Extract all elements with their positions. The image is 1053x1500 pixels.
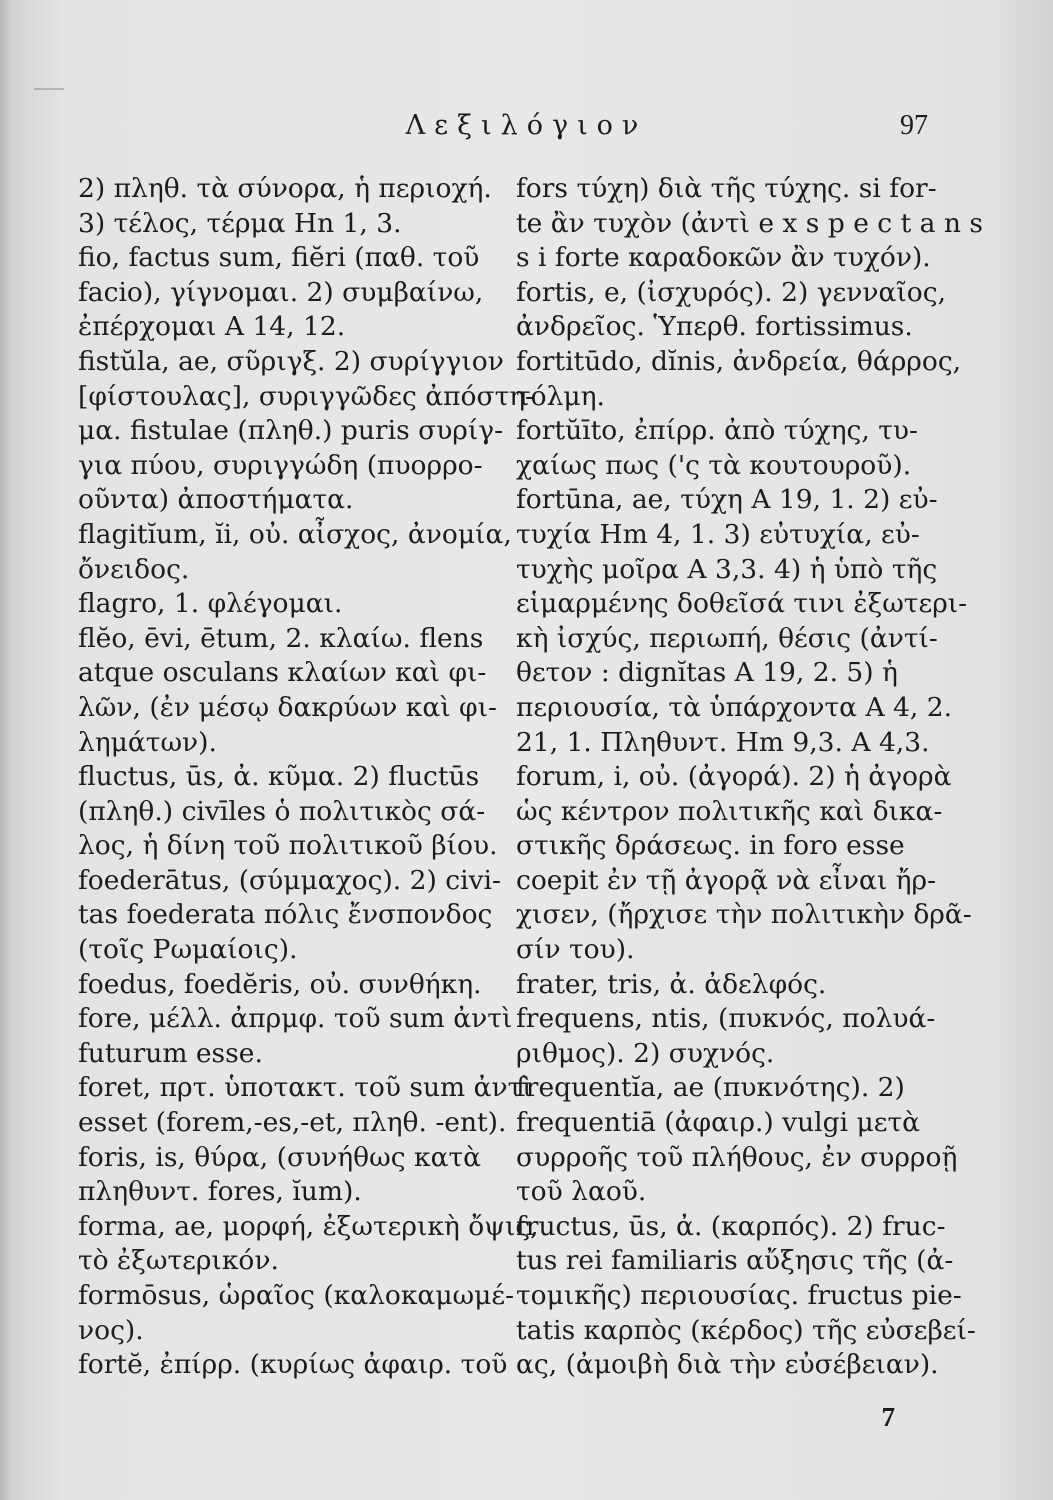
text-line: λημάτων). [78, 726, 217, 758]
text-line: (πληθ.) civīles ὁ πολιτικὸς σά- [78, 795, 486, 827]
text-line: εἱμαρμένης δοθεῖσά τινι ἐξωτερι- [516, 588, 968, 620]
text-line: για πύου, συριγγώδη (πυορρο- [78, 449, 483, 481]
text-line: συρροῆς τοῦ πλήθους, ἐν συρροῇ [516, 1141, 958, 1173]
text-line: facio), γίγνομαι. 2) συμβαίνω, [78, 276, 484, 308]
text-line: χισεν, (ἤρχισε τὴν πολιτικὴν δρᾶ- [516, 899, 972, 931]
text-line: ὡς κέντρον πολιτικῆς καὶ δικα- [516, 795, 943, 827]
text-line: τοῦ λαοῦ. [516, 1176, 647, 1208]
text-line: esset (forem,-es,-et, πληθ. -ent). [78, 1107, 507, 1139]
text-line: fluctus, ūs, ἀ. κῦμα. 2) fluctūs [78, 761, 480, 793]
text-line: foris, is, θύρα, (συνήθως κατὰ [78, 1141, 482, 1173]
scan-mark [34, 88, 64, 90]
text-line: σίν του). [516, 934, 635, 966]
text-line: forma, ae, μορφή, ἐξωτερικὴ ὄψις, [78, 1210, 539, 1242]
text-line: τυχὴς μοῖρα A 3,3. 4) ἡ ὑπὸ τῆς [516, 553, 938, 585]
text-line: te ἂν τυχὸν (ἀντὶ e x s p e c t a n s [516, 207, 983, 239]
text-line: frater, tris, ἀ. ἀδελφός. [516, 968, 827, 1000]
text-line: s i forte καραδοκῶν ἂν τυχόν). [516, 242, 931, 274]
text-line: περιουσία, τὰ ὑπάρχοντα A 4, 2. [516, 691, 953, 723]
text-line: μα. fistulae (πληθ.) puris συρίγ- [78, 415, 504, 447]
text-line: κὴ ἰσχύς, περιωπή, θέσις (ἀντί- [516, 622, 938, 654]
text-line: fistŭla, ae, σῦριγξ. 2) συρίγγιον [78, 345, 504, 377]
running-title: Λεξιλόγιον [405, 110, 648, 141]
text-line: τομικῆς) περιουσίας. fructus pie- [516, 1280, 962, 1311]
text-line: στικῆς δράσεως. in foro esse [516, 830, 905, 862]
text-line: [φίστουλας], συριγγῶδες ἀπόστη- [78, 380, 535, 412]
text-line: πληθυντ. fores, ĭum). [78, 1176, 362, 1208]
text-line: frequentĭa, ae (πυκνότης). 2) [516, 1072, 905, 1104]
right-column [516, 172, 983, 1383]
text-line: foret, πρτ. ὑποτακτ. τοῦ sum ἀντὶ [78, 1072, 533, 1104]
text-line: coepit ἐν τῇ ἀγορᾷ νὰ εἶναι ἤρ- [516, 864, 937, 896]
text-line: ριθμος). 2) συχνός. [516, 1037, 775, 1069]
text-line: fore, μέλλ. ἀπρμφ. τοῦ sum ἀντὶ [78, 1003, 513, 1035]
text-line: οῦντα) ἀποστήματα. [78, 484, 354, 516]
text-line: tas foederata πόλις ἔνσπονδος [78, 899, 493, 931]
text-line: fio, factus sum, fiĕri (παθ. τοῦ [78, 242, 480, 274]
text-line: 21, 1. Πληθυντ. Hm 9,3. A 4,3. [516, 726, 930, 758]
text-line: θετον : dignĭtas A 19, 2. 5) ἡ [516, 657, 898, 689]
text-line: (τοῖς Ρωμαίοις). [78, 934, 298, 966]
text-line: fortitūdo, dĭnis, ἀνδρεία, θάρρος, [516, 345, 962, 377]
text-line: ας, (ἀμοιβὴ διὰ τὴν εὐσέβειαν). [516, 1349, 939, 1381]
text-line: χαίως πως ('ς τὰ κουτουροῦ). [516, 449, 912, 481]
text-line: flagro, 1. φλέγομαι. [78, 588, 343, 620]
text-line: fortŭīto, ἐπίρρ. ἀπὸ τύχης, τυ- [516, 415, 918, 447]
text-line: frequens, ntis, (πυκνός, πολυά- [516, 1003, 936, 1035]
text-line: atque osculans κλαίων καὶ φι- [78, 657, 487, 689]
text-line: forum, i, οὐ. (ἀγορά). 2) ἡ ἀγορὰ [516, 761, 952, 793]
page-number: 97 [900, 110, 928, 141]
binding-shadow [0, 0, 12, 1500]
text-line: flagitĭum, ĭi, οὐ. αἶσχος, ἀνομία, [78, 518, 512, 550]
text-line: fortĕ, ἐπίρρ. (κυρίως ἀφαιρ. τοῦ [78, 1349, 508, 1381]
text-line: τόλμη. [516, 380, 605, 412]
text-line: tus rei familiaris αὔξησις τῆς (ἀ- [516, 1245, 954, 1277]
text-line: 3) τέλος, τέρμα Hn 1, 3. [78, 207, 402, 239]
text-line: fructus, ūs, ἀ. (καρπός). 2) fruc- [516, 1210, 946, 1242]
text-line: τυχία Hm 4, 1. 3) εὐτυχία, εὐ- [516, 518, 920, 550]
text-line: νος). [78, 1314, 144, 1346]
text-line: flĕo, ēvi, ētum, 2. κλαίω. flens [78, 622, 484, 654]
text-line: ἀνδρεῖος. Ὑπερθ. fortissimus. [516, 311, 913, 343]
text-line: foedus, foedĕris, οὐ. συνθήκη. [78, 968, 482, 1000]
text-line: ὄνειδος. [78, 553, 190, 585]
text-line: foederātus, (σύμμαχος). 2) civi- [78, 864, 501, 896]
text-line: fors τύχη) διὰ τῆς τύχης. si for- [516, 173, 937, 204]
signature-mark: 7 [881, 1402, 895, 1432]
text-line: 2) πληθ. τὰ σύνορα, ἡ περιοχή. [78, 173, 492, 204]
text-line: formōsus, ὡραῖος (καλοκαμωμέ- [78, 1280, 515, 1311]
text-line: fortūna, ae, τύχη A 19, 1. 2) εὐ- [516, 484, 938, 516]
text-line: τὸ ἐξωτερικόν. [78, 1245, 279, 1277]
text-line: futurum esse. [78, 1037, 263, 1069]
text-line: tatis καρπὸς (κέρδος) τῆς εὐσεβεί- [516, 1314, 976, 1346]
text-line: ἐπέρχομαι A 14, 12. [78, 311, 346, 343]
text-line: frequentiā (ἀφαιρ.) vulgi μετὰ [516, 1107, 921, 1139]
text-line: λος, ἡ δίνη τοῦ πολιτικοῦ βίου. [78, 830, 498, 862]
left-column [78, 172, 539, 1383]
text-line: λῶν, (ἐν μέσῳ δακρύων καὶ φι- [78, 691, 497, 723]
text-line: fortis, e, (ἰσχυρός). 2) γενναῖος, [516, 276, 946, 308]
